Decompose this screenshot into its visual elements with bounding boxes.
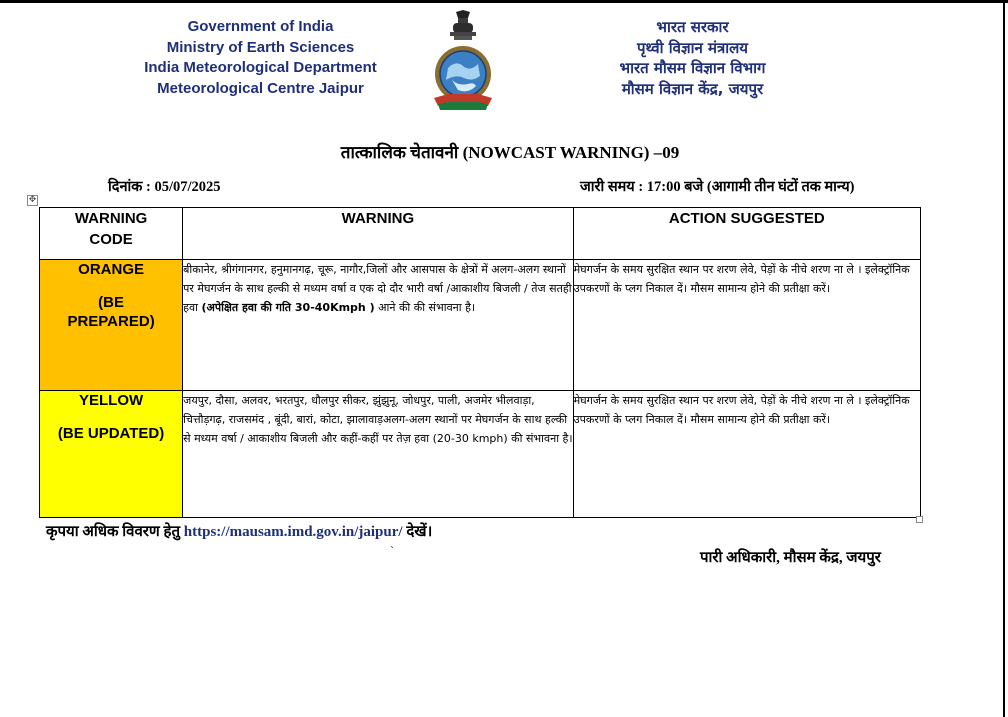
action-text-cell: मेघगर्जन के समय सुरक्षित स्थान पर शरण लेवे, पेड़ों के नीचे शरण ना ले । इलेक्ट्रॉनिक उपकरणों के प्लग निकाल दें। मौसम सामान्य होने की प्रतीक्षा करें। bbox=[573, 260, 920, 390]
page-right-border bbox=[1003, 0, 1005, 717]
header-warning: WARNING bbox=[183, 208, 573, 260]
warning-tail: आने की की संभावना है। bbox=[374, 301, 476, 315]
header-en-line: Meteorological Centre Jaipur bbox=[157, 79, 364, 97]
warning-text: बीकानेर, श्रीगंगानगर, हनुमानगढ़, चूरू, नागौर,जिलों और आसपास के क्षेत्रों में अलग-अलग स्थानों पर मेघगर्जन के साथ हल्की से मध्यम वर्षा व एक दो दौर भारी वर्षा /आकाशीय बिजली / तेज सतही हवा bbox=[183, 263, 572, 315]
page-top-border bbox=[0, 0, 1008, 3]
header-english bbox=[128, 17, 393, 99]
code-cell-orange bbox=[40, 260, 183, 390]
header-hi-line: पृथ्वी विज्ञान मंत्रालय bbox=[636, 38, 749, 57]
stray-mark: ` bbox=[390, 546, 395, 557]
header-hi-line: भारत सरकार bbox=[656, 18, 729, 36]
code-label: ORANGE bbox=[78, 261, 144, 279]
table-row bbox=[40, 260, 921, 390]
code-sub-label: (BE PREPARED) bbox=[67, 294, 155, 331]
warning-text-cell bbox=[183, 260, 573, 390]
warning-table bbox=[39, 207, 921, 518]
header-hindi bbox=[580, 17, 805, 99]
header-action: ACTION SUGGESTED bbox=[573, 208, 920, 260]
lion-capital-icon bbox=[450, 10, 476, 40]
emblem-logo-icon bbox=[428, 10, 498, 114]
table-move-handle-icon[interactable]: ✥ bbox=[28, 195, 37, 205]
code-sub-label: (BE UPDATED) bbox=[57, 424, 165, 442]
more-info-line bbox=[46, 521, 432, 541]
warning-text-cell: जयपुर, दौसा, अलवर, भरतपुर, धौलपुर सीकर, झुंझुनू, जोधपुर, पाली, अजमेर भीलवाड़ा, चित्तौड़गढ़, राजसमंद , बूंदी, बारां, कोटा, झालावाड़अलग-अलग स्थानों पर मेघगर्जन के साथ हल्की से मध्यम वर्षा / आकाशीय बिजली और कहीं-कहीं पर तेज़ हवा (20-30 kmph) की संभावना है। bbox=[183, 390, 573, 517]
warning-wind-speed: (अपेक्षित हवा की गति 30-40Kmph ) bbox=[201, 301, 375, 315]
more-info-suffix: देखें। bbox=[402, 524, 433, 540]
signature-line: पारी अधिकारी, मौसम केंद्र, जयपुर bbox=[700, 550, 881, 566]
header-en-line: Government of India bbox=[187, 18, 334, 35]
header-hi-line: भारत मौसम विज्ञान विभाग bbox=[619, 59, 766, 77]
issue-date: दिनांक : 05/07/2025 bbox=[108, 179, 221, 195]
action-text-cell: मेघगर्जन के समय सुरक्षित स्थान पर शरण लेवे, पेड़ों के नीचे शरण ना ले । इलेक्ट्रॉनिक उपकरणों के प्लग निकाल दें। मौसम सामान्य होने की प्रतीक्षा करें। bbox=[573, 390, 920, 517]
header-hi-line: मौसम विज्ञान केंद्र, जयपुर bbox=[621, 79, 764, 98]
issue-time: जारी समय : 17:00 बजे (आगामी तीन घंटों तक मान्य) bbox=[580, 179, 855, 195]
imd-jaipur-link[interactable]: https://mausam.imd.gov.in/jaipur/ bbox=[183, 524, 403, 540]
document-title: तात्कालिक चेतावनी (NOWCAST WARNING) –09 bbox=[340, 143, 680, 162]
table-resize-handle[interactable] bbox=[916, 516, 923, 523]
table-row bbox=[40, 390, 921, 517]
code-cell-yellow bbox=[40, 390, 183, 517]
more-info-prefix: कृपया अधिक विवरण हेतु bbox=[46, 524, 184, 540]
header-en-line: India Meteorological Department bbox=[144, 59, 377, 76]
code-label: YELLOW bbox=[78, 391, 144, 409]
header-en-line: Ministry of Earth Sciences bbox=[166, 38, 355, 56]
table-header-row bbox=[40, 208, 921, 260]
header-warning-code: WARNING CODE bbox=[40, 208, 183, 260]
